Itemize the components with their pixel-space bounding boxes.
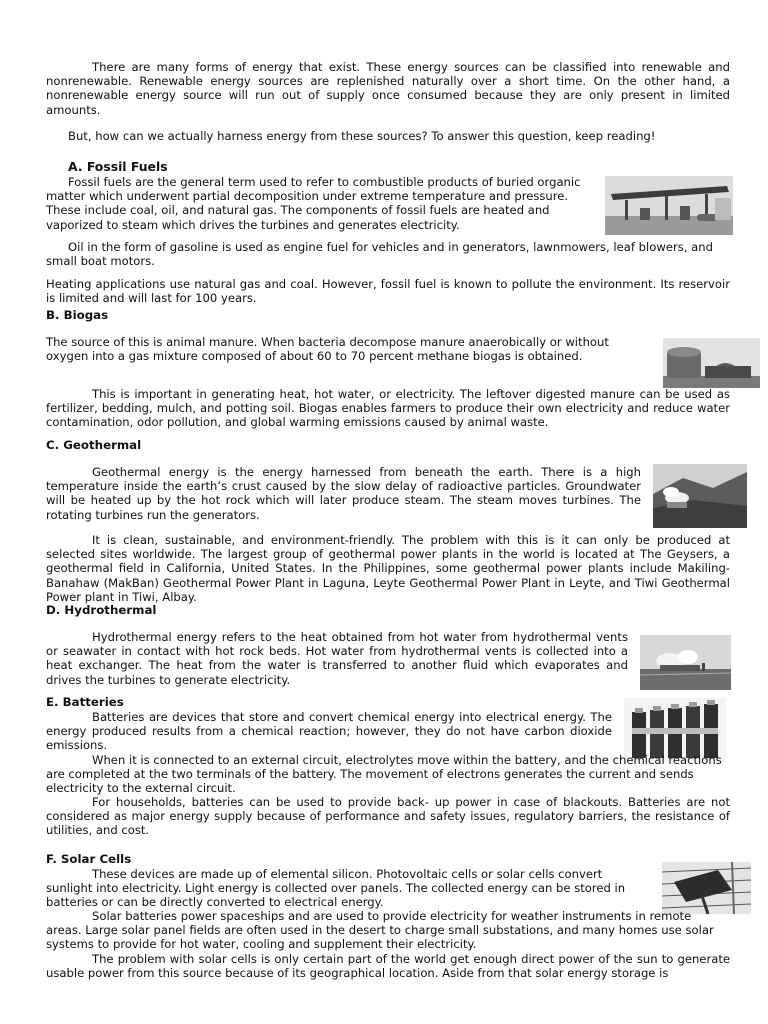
batteries-paragraph-2: When it is connected to an external circuit, electrolytes move within the battery, and the chemical reactions are completed at the two terminals of the battery. The movement of electrons generates the current and sends electricity to the external circuit. [46,753,722,796]
solar-panel-image [662,862,751,914]
batteries-heading: E. Batteries [46,695,124,709]
hydrothermal-plant-image [640,635,731,690]
geothermal-paragraph-1: Geothermal energy is the energy harnessed from beneath the earth. There is a high temperature inside the earth’s crust caused by the slow delay of radioactive particles. Groundwater will be heated up by the hot rock which will later produce steam. The steam moves turbines. The rotating turbines run the generators. [46,465,641,522]
fossil-paragraph-2: Oil in the form of gasoline is used as engine fuel for vehicles and in generators, lawnmowers, leaf blowers, and small boat motors. [46,240,713,269]
biogas-paragraph-2: This is important in generating heat, hot water, or electricity. The leftover digested manure can be used as fertilizer, bedding, mulch, and potting soil. Biogas enables farmers to produce their own electricity and reduce water contamination, odor pollution, and global warming emissions caused by animal waste. [46,387,730,430]
fossil-fuels-heading: A. Fossil Fuels [68,159,168,174]
batteries-paragraph-1: Batteries are devices that store and convert chemical energy into electrical energy. The energy produced results from a chemical reaction; however, they do not have carbon dioxide emissions. [46,710,612,753]
solar-cells-heading: F. Solar Cells [46,852,132,866]
fossil-paragraph-1: Fossil fuels are the general term used to refer to combustible products of buried organic matter which underwent partial decomposition under extreme temperature and pressure. These include coal, oil, and natural gas. The components of fossil fuels are heated and vaporized to steam which drives the turbines and generates electricity. [46,175,581,232]
hydrothermal-heading: D. Hydrothermal [46,603,157,617]
biogas-heading: B. Biogas [46,308,109,322]
fossil-paragraph-3: Heating applications use natural gas and coal. However, fossil fuel is known to pollute the environment. Its reservoir is limited and will last for 100 years. [46,277,730,306]
intro-paragraph-2: But, how can we actually harness energy from these sources? To answer this question, keep reading! [68,129,656,143]
biogas-paragraph-1: The source of this is animal manure. When bacteria decompose manure anaerobically or without oxygen into a gas mixture composed of about 60 to 70 percent methane biogas is obtained. [46,335,609,364]
geothermal-plant-image [653,464,747,528]
biogas-plant-image [663,338,760,388]
solar-paragraph-1: These devices are made up of elemental silicon. Photovoltaic cells or solar cells convert sunlight into electricity. Light energy is collected over panels. The collected energy can be stored in batteries or can be directly converted to electrical energy. [46,867,626,910]
gas-station-image [605,176,733,235]
hydrothermal-paragraph-1: Hydrothermal energy refers to the heat obtained from hot water from hydrothermal vents or seawater in contact with hot rock beds. Hot water from hydrothermal vents is collected into a heat exchanger. The heat from the water is transferred to another fluid which evaporates and drives the turbines to generate electricity. [46,630,628,687]
geothermal-paragraph-2: It is clean, sustainable, and environment-friendly. The problem with this is it can only be produced at selected sites worldwide. The largest group of geothermal power plants in the world is located at The Geysers, a geothermal field in California, United States. In the Philippines, some geothermal power plants include Makiling-Banahaw (MakBan) Geothermal Power Plant in Laguna, Leyte Geothermal Power Plant in Leyte, and Tiwi Geothermal Power plant in Tiwi, Albay. [46,533,730,604]
intro-paragraph-1: There are many forms of energy that exist. These energy sources can be classified into renewable and nonrenewable. Renewable energy sources are replenished naturally over a short time. On the other hand, a nonrenewable energy source will run out of supply once consumed because they are only present in limited amounts. [46,60,730,117]
geothermal-heading: C. Geothermal [46,438,142,452]
solar-paragraph-2: Solar batteries power spaceships and are used to provide electricity for weather instruments in remote areas. Large solar panel fields are often used in the desert to charge small substations, and many homes use solar systems to provide for hot water, cooling and supplement their electricity. [46,909,714,952]
solar-paragraph-3: The problem with solar cells is only certain part of the world get enough direct power of the sun to generate usable power from this source because of its geographical location. Aside from that solar energy storage is [46,952,730,981]
batteries-paragraph-3: For households, batteries can be used to provide back- up power in case of blackouts. Batteries are not considered as major energy supply because of performance and safety issues, regulatory barriers, the resistance of utilities, and cost. [46,795,730,838]
